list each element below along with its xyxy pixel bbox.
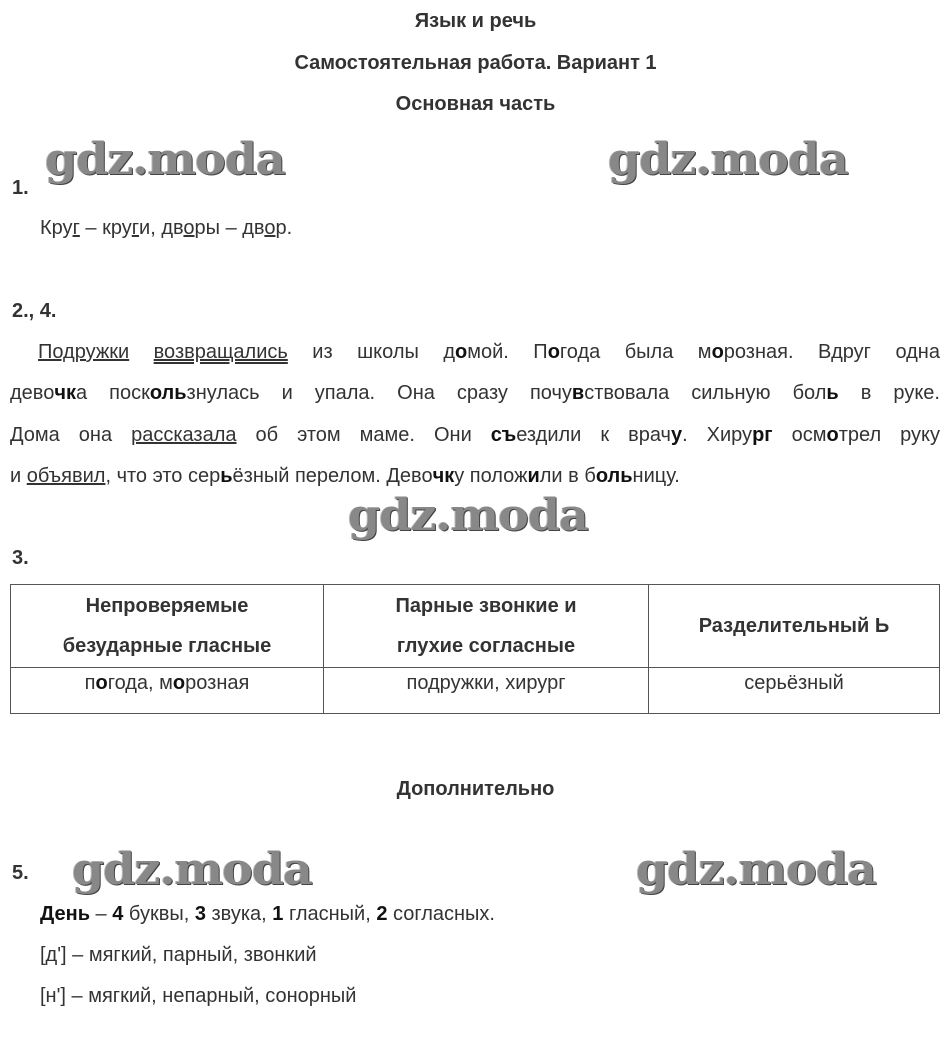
underlined-word: г (131, 217, 140, 239)
watermark: gdz.moda (348, 489, 588, 541)
text-segment: ницу. (632, 465, 680, 487)
text-segment: , что это сер (105, 465, 221, 487)
text-segment: у полож (454, 465, 528, 487)
header-line: Непроверяемые (85, 595, 249, 617)
highlighted-letters: рг (752, 424, 773, 446)
text-segment: года была м (559, 341, 712, 363)
highlighted-letters: о (547, 341, 560, 363)
highlighted-letters: ь (220, 465, 233, 487)
text-segment: ездили к врач (516, 424, 671, 446)
text-segment: п (84, 672, 96, 694)
text-segment: трел руку (838, 424, 941, 446)
table-cell (324, 668, 649, 714)
text-segment: р. (275, 217, 293, 239)
underlined-word: о (264, 217, 276, 239)
text-segment: из школы д (287, 341, 456, 363)
highlighted-letters: День (40, 903, 90, 925)
watermark: gdz.moda (608, 133, 848, 185)
task-5-line (40, 985, 356, 1008)
header-line: глухие согласные (396, 635, 576, 657)
task-2-number: 2., 4. (12, 300, 57, 322)
table-cell (11, 668, 324, 714)
section-main-heading: Основная часть (395, 93, 556, 115)
task-3-table (10, 584, 940, 714)
highlighted-letters: ь (826, 382, 839, 404)
text-segment: ствовала силь (584, 382, 735, 404)
text-segment: розная (185, 672, 250, 694)
text-segment: года, м (107, 672, 173, 694)
task-1-text (40, 217, 292, 240)
task-1-number: 1. (12, 177, 29, 199)
text-segment: розная. Вдруг одна (723, 341, 940, 363)
highlighted-letters: оль (149, 382, 187, 404)
task-5-line (40, 903, 495, 926)
task-2-line (10, 465, 680, 488)
watermark: gdz.moda (72, 843, 312, 895)
text-segment: серьёзный (744, 672, 844, 694)
text-segment: мой. П (467, 341, 548, 363)
highlighted-letters: 3 (194, 903, 206, 925)
highlighted-letters: 2 (376, 903, 388, 925)
text-segment: – кру (79, 217, 132, 239)
task-3-number: 3. (12, 547, 29, 569)
watermark: gdz.moda (636, 843, 876, 895)
text-segment: согласных. (387, 903, 495, 925)
text-segment: знулась и упала. Она сразу почу (186, 382, 572, 404)
text-segment: ую бол (745, 382, 827, 404)
underlined-word: возвращались (153, 341, 288, 363)
table-header (11, 585, 324, 668)
header-line: безударные гласные (62, 635, 272, 657)
highlighted-letters: о (455, 341, 468, 363)
highlighted-letters: о (826, 424, 839, 446)
underlined-word: объявил (26, 465, 106, 487)
highlighted-letters: о (711, 341, 724, 363)
text-segment: буквы, (123, 903, 195, 925)
text-segment: подружки, хирург (406, 672, 566, 694)
text-segment: [н'] – мягкий, непарный, сонорный (40, 985, 357, 1007)
text-segment: н (734, 382, 746, 404)
table-header (649, 585, 940, 668)
task-2-line (10, 341, 940, 364)
underlined-word: Подружки (38, 341, 130, 363)
text-segment: и, дв (139, 217, 184, 239)
highlighted-letters: оль (595, 465, 633, 487)
highlighted-letters: в (571, 382, 585, 404)
text-segment: в руке. (838, 382, 940, 404)
underlined-word: рассказала (131, 424, 237, 446)
task-2-line (10, 382, 940, 405)
table-cell (649, 668, 940, 714)
highlighted-letters: и (527, 465, 540, 487)
header-line: Разделительный Ь (698, 615, 890, 637)
text-segment: – (90, 903, 113, 925)
highlighted-letters: чк (54, 382, 76, 404)
text-segment: ёзный перелом. Дево (232, 465, 433, 487)
text-segment: а поск (75, 382, 150, 404)
text-segment: и (10, 465, 27, 487)
header-line: Парные звонкие и (395, 595, 577, 617)
page-title: Язык и речь (414, 10, 537, 32)
text-segment: . Хиру (682, 424, 753, 446)
text-segment: ры – дв (194, 217, 265, 239)
task-2-line (10, 424, 940, 447)
text-segment: гласный, (283, 903, 377, 925)
highlighted-letters: съ (490, 424, 517, 446)
watermark: gdz.moda (45, 133, 285, 185)
task-5-number: 5. (12, 862, 29, 884)
text-segment: об этом маме. Они (236, 424, 491, 446)
text-segment: Кру (40, 217, 73, 239)
highlighted-letters: 1 (272, 903, 284, 925)
text-segment: звука, (205, 903, 273, 925)
highlighted-letters: о (95, 672, 108, 694)
text-segment: Дома она (10, 424, 132, 446)
text-segment: осм (772, 424, 827, 446)
highlighted-letters: о (172, 672, 186, 694)
section-extra-heading: Дополнительно (396, 778, 555, 800)
text-segment (129, 341, 153, 363)
table-header (324, 585, 649, 668)
task-5-line (40, 944, 317, 967)
underlined-word: г (72, 217, 80, 239)
text-segment: дево (10, 382, 55, 404)
highlighted-letters: у (670, 424, 683, 446)
highlighted-letters: чк (432, 465, 455, 487)
text-segment: [д'] – мягкий, парный, звонкий (40, 944, 317, 966)
text-segment: ли в б (539, 465, 596, 487)
underlined-word: о (183, 217, 195, 239)
highlighted-letters: 4 (112, 903, 124, 925)
page-subtitle: Самостоятельная работа. Вариант 1 (294, 52, 657, 74)
